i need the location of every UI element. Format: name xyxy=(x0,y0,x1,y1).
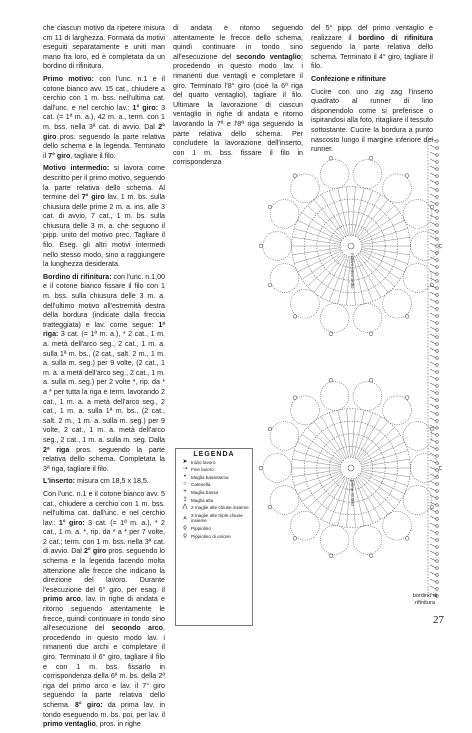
joined-picot-icon: ϙ xyxy=(183,532,187,539)
finishing-paragraph: Cucire con uno zig zag l'inserto quadrato al runner di lino disponendolo come si preferisce o ispirandosi alla foto, ritagliare il tessuto sottostante. Cucire la bordura a punto nascosto lungo il margine inferiore del runner. xyxy=(311,87,433,154)
picot-icon xyxy=(259,244,263,248)
diagram-label-lower: primo motivo xyxy=(350,480,355,506)
rim-stitch xyxy=(430,166,436,169)
rim-stitch xyxy=(430,187,436,190)
rim-stitch xyxy=(430,355,436,358)
rim-stitch xyxy=(430,509,436,512)
picot-icon xyxy=(329,378,333,382)
rim-picot xyxy=(436,308,439,311)
rim-stitch xyxy=(430,313,436,316)
petal-arc xyxy=(353,526,382,555)
rim-stitch xyxy=(430,299,436,302)
rim-stitch xyxy=(430,264,436,267)
stitch-spoke xyxy=(347,187,351,235)
petal-arc xyxy=(410,232,439,261)
rim-stitch xyxy=(430,362,436,365)
rim-picot xyxy=(436,329,439,332)
picot-icon xyxy=(430,427,434,431)
petal-arc xyxy=(320,382,349,411)
rim-picot xyxy=(436,196,439,199)
stitch-spoke xyxy=(314,422,344,460)
rim-picot xyxy=(436,539,439,542)
rim-stitch xyxy=(430,383,436,386)
insert-size-paragraph: L'inserto: misura cm 18,5 x 18,5. xyxy=(43,477,149,486)
rim-picot xyxy=(436,266,439,269)
rim-stitch xyxy=(430,194,436,197)
two-dc-together-icon: ⋀ xyxy=(182,504,188,511)
rim-stitch xyxy=(430,537,436,540)
rim-picot xyxy=(436,441,439,444)
rim-stitch xyxy=(430,530,436,533)
picot-icon xyxy=(369,156,373,160)
chain-icon: ○ xyxy=(183,481,187,488)
stitch-spoke xyxy=(314,200,344,238)
petal-arc xyxy=(320,304,349,333)
petal-arc xyxy=(270,422,299,451)
rim-picot xyxy=(436,154,439,157)
rim-stitch xyxy=(430,397,436,400)
rim-stitch xyxy=(430,173,436,176)
rim-picot xyxy=(436,532,439,535)
stitch-spoke xyxy=(360,213,400,240)
intermediate-motif-paragraph: Motivo intermedio: si lavora come descritto per il primo motivo, seguendo la parte relativa dello schema. Al termine del 7° giro lav. 1 m. bs. sulla chiusura delle prime 2 m. a. ins. alle 3 cat. di avvio, 7 cat., 1 m. bs. sulla chiusura delle 3 m. a. che seguono il pipp. unito del motivo prec. Tagliare il filo. Eseg. gli altri motivi intermedi nello stesso modo, sino a raggiungere la lunghezza desiderata. xyxy=(43,164,166,269)
rim-picot xyxy=(436,189,439,192)
legend-item: • Maglia bassissima xyxy=(179,475,249,481)
rim-stitch xyxy=(430,579,436,582)
rim-picot xyxy=(436,231,439,234)
legend-title: LEGENDA xyxy=(193,451,235,458)
legend-item: ○ Catenella xyxy=(179,482,249,488)
rim-picot xyxy=(436,315,439,318)
rim-picot xyxy=(436,357,439,360)
picot-icon xyxy=(293,537,297,541)
intro-paragraph: che ciascun motivo da ripetere misura cm 11 di larghezza. Formata da motivi eseguiti separatamente e uniti man mano fra loro, ed è completata da un bordino di rifinitura. xyxy=(43,24,165,71)
picot-icon xyxy=(293,315,297,319)
rim-picot xyxy=(436,350,439,353)
rim-stitch xyxy=(430,544,436,547)
rim-stitch xyxy=(430,236,436,239)
rim-stitch xyxy=(430,418,436,421)
single-crochet-icon: + xyxy=(183,488,187,495)
rim-picot xyxy=(436,518,439,521)
double-crochet-icon: ‡ xyxy=(183,496,187,503)
stitch-spoke xyxy=(360,435,400,462)
rim-stitch xyxy=(430,390,436,393)
rim-stitch xyxy=(430,572,436,575)
rim-stitch xyxy=(430,565,436,568)
rim-picot xyxy=(436,252,439,255)
petal-arc xyxy=(353,382,382,411)
rim-stitch xyxy=(430,222,436,225)
rim-stitch xyxy=(430,348,436,351)
fan-paragraph: di andata e ritorno seguendo attentamente le frecce dello schema, quindi continuare in tondo sino all'esecuzione del secondo ventaglio; procedendo in questo modo lav. i rimanenti due ventagli e completare il giro. Terminato l'8° giro (cioè la 6ª riga del quarto ventaglio), tagliare il filo. Ultimare la lavorazione di ciascun ventaglio in righe di andata e ritorno lavorando la 7ª e l'8ª riga seguendo la parte relativa dello schema. Per concludere la lavorazione dell'inserto, con 1 m. bss. fissare il filo in corrispondenza xyxy=(173,24,304,167)
rim-picot xyxy=(436,147,439,150)
picot-icon xyxy=(329,332,333,336)
picot-icon: ϙ xyxy=(183,524,187,531)
petal-arc xyxy=(291,289,320,318)
rim-picot xyxy=(436,448,439,451)
rim-stitch xyxy=(430,180,436,183)
rim-stitch xyxy=(430,495,436,498)
rim-picot xyxy=(436,462,439,465)
rim-picot xyxy=(436,546,439,549)
picot-icon xyxy=(268,505,272,509)
rim-picot xyxy=(436,364,439,367)
stitch-spoke xyxy=(352,187,356,235)
petal-arc xyxy=(320,160,349,189)
rim-stitch xyxy=(430,278,436,281)
petal-arc xyxy=(403,422,432,451)
rim-stitch xyxy=(430,292,436,295)
rim-picot xyxy=(436,336,439,339)
picot-icon xyxy=(439,466,442,470)
rim-picot xyxy=(436,588,439,591)
motif-lower xyxy=(259,378,442,557)
petal-arc xyxy=(403,486,432,515)
picot-icon xyxy=(293,396,297,400)
stitch-spoke xyxy=(292,248,340,255)
rim-picot xyxy=(436,553,439,556)
legend-item: ϙ Pippiolino di unione xyxy=(179,534,249,540)
insert-instructions-paragraph: Con l'unc. n.1 e il cotone bianco avv. 5 cat., chiudere a cerchio con 1 m. bss. nell'ultima cat. dall'unc. e nel cerchio lav.: 1° giro: 3 cat. (= 1ª m. a.), * 2 cat., 1 m. a. *, rip. da * a * per 7 volte, 2 cat.; term. con 1 m. bss. nella 3ª cat. di avvio. Dal 2° giro pros. seguendo lo schema e la legenda facendo molta attenzione alle frecce che indicano la direzione del lavoro. Durante l'esecuzione del 6° giro, per esag. il primo arco, lav. in righe di andata e ritorno seguendo attentamente le frecce, quindi continuare in tondo sino all'esecuzione del secondo arco, procedendo in questo modo lav. i rimanenti due archi e completare il giro. Terminato il 6° giro, tagliare il filo e con 1 m. bss. fissarlo in corrispondenza della 6ª m. bs. della 2ª riga del primo arco e lav. il 7° giro seguendo la parte relativa dello schema. 8° giro: da prima lav. in tondo eseguendo m. bs. poi, per lav. il primo ventaglio, pros. in righe xyxy=(43,489,166,729)
rim-stitch xyxy=(430,551,436,554)
stitch-spoke xyxy=(360,474,400,501)
rim-picot xyxy=(436,392,439,395)
stitch-spoke xyxy=(347,479,351,527)
stitch-spoke xyxy=(358,254,388,292)
stitch-spoke xyxy=(358,422,388,460)
rim-stitch xyxy=(430,320,436,323)
picot-icon xyxy=(293,174,297,178)
rim-picot xyxy=(436,483,439,486)
rim-picot xyxy=(436,273,439,276)
petal-arc xyxy=(263,454,292,483)
rim-stitch xyxy=(430,474,436,477)
rim-stitch xyxy=(430,257,436,260)
rim-stitch xyxy=(430,586,436,589)
picot-icon xyxy=(430,505,434,509)
legend-item: ⇢ Fine lavoro xyxy=(179,467,249,473)
petal-arc xyxy=(410,454,439,483)
petal-arc xyxy=(353,160,382,189)
picot-icon xyxy=(405,396,409,400)
rim-picot xyxy=(436,280,439,283)
rim-stitch xyxy=(430,432,436,435)
petal-arc xyxy=(383,174,412,203)
arrow-start-icon: ➤ xyxy=(182,458,188,465)
stitch-ring xyxy=(340,457,362,479)
rim-picot xyxy=(436,399,439,402)
stitch-spoke xyxy=(292,237,340,244)
rim-picot xyxy=(436,511,439,514)
rim-picot xyxy=(436,224,439,227)
petal-arc xyxy=(270,486,299,515)
rim-picot xyxy=(436,210,439,213)
rim-stitch xyxy=(430,481,436,484)
rim-stitch xyxy=(430,446,436,449)
rim-picot xyxy=(436,245,439,248)
edging-paragraph: del 5° pipp. del primo ventaglio e realizzare il bordino di rifinitura seguendo la parte relativa dello schema. Terminato il 4° giro, tagliare il filo. xyxy=(311,24,433,71)
rim-picot xyxy=(436,343,439,346)
picot-icon xyxy=(268,205,272,209)
rim-picot xyxy=(436,567,439,570)
picot-icon xyxy=(405,174,409,178)
rim-picot xyxy=(436,434,439,437)
rim-stitch xyxy=(430,201,436,204)
stitch-spoke xyxy=(302,474,342,501)
rim-picot xyxy=(436,385,439,388)
picot-icon xyxy=(268,283,272,287)
petal-arc xyxy=(270,200,299,229)
two-triple-together-icon: ⩓ xyxy=(183,514,187,521)
stitch-spoke xyxy=(314,476,344,514)
petal-arc xyxy=(403,200,432,229)
rim-picot xyxy=(436,182,439,185)
picot-icon xyxy=(369,332,373,336)
rim-stitch xyxy=(430,369,436,372)
rim-picot xyxy=(436,469,439,472)
rim-stitch xyxy=(430,229,436,232)
rim-picot xyxy=(436,490,439,493)
rim-stitch xyxy=(430,306,436,309)
rim-picot xyxy=(436,427,439,430)
rim-label: bordino di rifinitura xyxy=(412,593,438,606)
petal-arc xyxy=(291,396,320,425)
petal-arc xyxy=(263,232,292,261)
petal-arc xyxy=(353,304,382,333)
stitch-spoke xyxy=(362,237,410,244)
center-ring xyxy=(348,465,354,471)
rim-stitch xyxy=(430,411,436,414)
picot-icon xyxy=(369,554,373,558)
legend-item: ⩓ 2 maglie alte triple chiuse insieme xyxy=(179,513,249,524)
rim-picot xyxy=(436,371,439,374)
rim-picot xyxy=(436,574,439,577)
rim-stitch xyxy=(430,138,436,141)
rim-stitch xyxy=(430,341,436,344)
legend-box xyxy=(175,448,253,626)
rim-picot xyxy=(436,455,439,458)
rim-stitch xyxy=(430,404,436,407)
picot-icon xyxy=(329,554,333,558)
stitch-spoke xyxy=(360,252,400,279)
picot-icon xyxy=(268,427,272,431)
rim-stitch xyxy=(430,250,436,253)
legend-item: ⋀ 2 maglie alte chiuse insieme xyxy=(179,505,249,511)
rim-picot xyxy=(436,504,439,507)
stitch-spoke xyxy=(302,435,342,462)
rim-picot xyxy=(436,497,439,500)
petal-arc xyxy=(291,511,320,540)
rim-picot xyxy=(436,287,439,290)
slip-stitch-icon: • xyxy=(183,473,187,480)
rim-picot xyxy=(436,259,439,262)
finishing-heading: Confezione e rifiniture xyxy=(311,74,386,83)
legend-item: ϙ Pippiolino xyxy=(179,526,249,532)
rim-stitch xyxy=(430,215,436,218)
stitch-spoke xyxy=(314,254,344,292)
rim-picot xyxy=(436,175,439,178)
rim-picot xyxy=(436,525,439,528)
rim-stitch xyxy=(430,516,436,519)
stitch-spoke xyxy=(358,476,388,514)
legend-item: ‡ Maglia alta xyxy=(179,498,249,504)
rim-stitch xyxy=(430,159,436,162)
picot-icon xyxy=(405,315,409,319)
stitch-spoke xyxy=(347,257,351,305)
rim-border xyxy=(428,133,438,598)
rim-picot xyxy=(436,406,439,409)
picot-icon xyxy=(405,537,409,541)
petal-arc xyxy=(291,174,320,203)
rim-stitch xyxy=(430,453,436,456)
rim-picot xyxy=(436,294,439,297)
rim-picot xyxy=(436,203,439,206)
page-number: 27 xyxy=(433,614,444,626)
stitch-spoke xyxy=(292,470,340,477)
picot-icon xyxy=(369,378,373,382)
rim-stitch xyxy=(430,558,436,561)
rim-picot xyxy=(436,581,439,584)
picot-icon xyxy=(439,244,442,248)
diagram-label-upper: motivo intermedio xyxy=(350,253,355,289)
stitch-spoke xyxy=(362,470,410,477)
rim-stitch xyxy=(430,467,436,470)
legend-item: ➤ Inizio lavoro xyxy=(179,460,249,466)
rim-picot xyxy=(436,217,439,220)
petal-arc xyxy=(270,264,299,293)
rim-picot xyxy=(436,378,439,381)
rim-stitch xyxy=(430,243,436,246)
rim-picot xyxy=(436,560,439,563)
rim-stitch xyxy=(430,334,436,337)
rim-stitch xyxy=(430,152,436,155)
stitch-spoke xyxy=(352,409,356,457)
petal-arc xyxy=(320,526,349,555)
stitch-spoke xyxy=(302,252,342,279)
center-ring xyxy=(348,243,354,249)
border-paragraph: Bordino di rifinitura: con l'unc. n.1,00 e il cotone bianco fissare il filo con 1 m. bss. sulla chiusura delle 3 m. a. dell'ultimo motivo all'estremità destra della bordura (indicate dalla freccia tratteggiata) e lav. come segue: 1ª riga: 3 cat. (= 1ª m. a.), * 2 cat., 1 m. a. metà dell'arco seg., 2 cat., 1 m. a. sulla 1ª m. bs., (2 cat., salt. 2 m., 1 m. a. sulla m. seg.) per 9 volte, (2 cat., 1 m. a. a metà dell'arco seg., 2 cat., 1 m. a. sulla m. seg.) per 2 volte *, rip. da * a * per tutta la riga e term. lavorando 2 cat., 1 m. a. a metà dell'arco seg., 2 cat., 1 m. a. sulla 1ª m. bs., (2 cat., salt. 2 m., 1 m. a. sulla m. seg.) per 9 volte, 2 cat., 1 m. a. metà dell'arco seg., 2 cat., 1 m. a. sulla m. seg. Dalla 2ª riga pros. seguendo la parte relativa dello schema. Completata la 3ª riga, tagliare il filo. xyxy=(43,272,166,473)
rim-stitch xyxy=(430,145,436,148)
first-motif-paragraph: Primo motivo: con l'unc. n.1 e il cotone bianco avv. 15 cat., chiudere a cerchio con 1 m. bss. nell'ultima cat. dall'unc. e nel cerchio lav.: 1° giro: 3 cat. (= 1ª m. a.), 42 m. a., term. con 1 m. bss. nella 3ª cat. di avvio. Dal 2° giro pros. seguendo la parte relativa dello schema e la legenda. Terminato il 7° giro, tagliare il filo. xyxy=(43,74,166,160)
arrow-end-icon: ⇢ xyxy=(182,466,188,473)
rim-stitch xyxy=(430,523,436,526)
picot-icon xyxy=(329,156,333,160)
rim-picot xyxy=(436,413,439,416)
rim-stitch xyxy=(430,327,436,330)
petal-arc xyxy=(383,396,412,425)
legend-item: + Maglia bassa xyxy=(179,490,249,496)
petal-arc xyxy=(403,264,432,293)
rim-stitch xyxy=(430,376,436,379)
stitch-spoke xyxy=(358,200,388,238)
stitch-spoke xyxy=(362,459,410,466)
rim-stitch xyxy=(430,488,436,491)
rim-picot xyxy=(436,161,439,164)
picot-icon xyxy=(259,466,263,470)
rim-picot xyxy=(436,322,439,325)
motif-upper xyxy=(259,156,442,335)
stitch-spoke xyxy=(347,409,351,457)
stitch-spoke xyxy=(362,248,410,255)
rim-picot xyxy=(436,168,439,171)
stitch-spoke xyxy=(302,213,342,240)
stitch-spoke xyxy=(292,459,340,466)
rim-picot xyxy=(436,420,439,423)
rim-stitch xyxy=(430,460,436,463)
text-column-1 xyxy=(43,24,165,733)
rim-picot xyxy=(436,140,439,143)
rim-picot xyxy=(436,301,439,304)
